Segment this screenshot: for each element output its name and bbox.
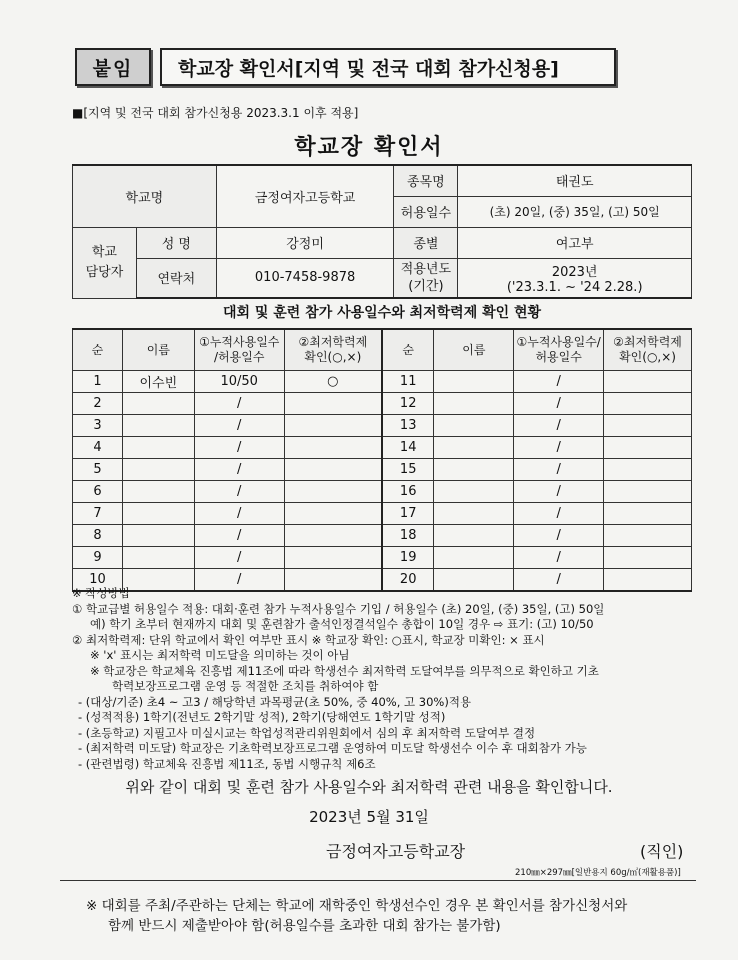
row-days: / [194, 459, 284, 481]
row-name-2 [434, 547, 514, 569]
row-no: 1 [73, 371, 123, 393]
info-table [72, 164, 692, 299]
header-name: 이름 [122, 329, 194, 371]
row-academic [284, 415, 382, 437]
row-academic [284, 481, 382, 503]
table-row [73, 437, 692, 459]
row-academic-2 [604, 547, 692, 569]
row-no-2: 11 [382, 371, 434, 393]
table-row [73, 547, 692, 569]
category-label: 종별 [394, 227, 458, 258]
footer-line: 함께 반드시 제출받아야 함(허용일수를 초과한 대회 참가는 불가함) [108, 918, 501, 934]
row-no: 8 [73, 525, 123, 547]
row-days-2: / [514, 371, 604, 393]
row-days-2: / [514, 503, 604, 525]
row-name: 이수빈 [122, 371, 194, 393]
row-name-2 [434, 503, 514, 525]
category-value: 여고부 [458, 227, 692, 258]
row-no: 10 [73, 569, 123, 592]
row-days-2: / [514, 569, 604, 592]
row-academic-2 [604, 371, 692, 393]
footer-note [86, 896, 627, 936]
row-name [122, 459, 194, 481]
principal-signature-name: 금정여자고등학교장 [326, 842, 466, 861]
row-name-2 [434, 371, 514, 393]
row-name [122, 437, 194, 459]
row-name [122, 415, 194, 437]
row-days: / [194, 547, 284, 569]
table-row [73, 415, 692, 437]
footer-line: ※ 대회를 주최/주관하는 단체는 학교에 재학중인 학생선수인 경우 본 확인서를 참가신청서와 [86, 898, 628, 914]
instructions [72, 586, 712, 772]
table-row [73, 525, 692, 547]
table-row [73, 393, 692, 415]
row-no: 5 [73, 459, 123, 481]
row-academic [284, 525, 382, 547]
row-no-2: 19 [382, 547, 434, 569]
contact-label: 연락처 [136, 258, 216, 298]
row-days: / [194, 481, 284, 503]
manager-label: 학교 담당자 [73, 227, 137, 298]
row-name-2 [434, 481, 514, 503]
row-academic [284, 503, 382, 525]
row-academic-2 [604, 503, 692, 525]
header-name-2: 이름 [434, 329, 514, 371]
row-academic-2 [604, 459, 692, 481]
row-no: 9 [73, 547, 123, 569]
header-title: 학교장 확인서[지역 및 전국 대회 참가신청용] [160, 48, 616, 86]
instruction-line: 예) 학기 초부터 현재까지 대회 및 훈련참가 출석인정결석일수 총합이 10일 경우 ⇨ 표기: (고) 10/50 [90, 617, 594, 631]
row-no-2: 17 [382, 503, 434, 525]
row-academic-2 [604, 415, 692, 437]
row-no-2: 12 [382, 393, 434, 415]
table-row [73, 459, 692, 481]
row-academic [284, 547, 382, 569]
row-days-2: / [514, 525, 604, 547]
row-no: 3 [73, 415, 123, 437]
row-no: 2 [73, 393, 123, 415]
row-academic: ○ [284, 371, 382, 393]
year-value: 2023년 [551, 264, 598, 280]
instruction-line: - (초등학교) 지필고사 미실시교는 학업성적관리위원회에서 심의 후 최저학력 도달여부 결정 [78, 725, 536, 740]
instruction-line: - (성적적용) 1학기(전년도 2학기말 성적), 2학기(당해연도 1학기말 성적) [78, 710, 446, 724]
instruction-line: ※ 학교장은 학교체육 진흥법 제11조에 따라 학생선수 최저학력 도달여부를 의무적으로 확인하고 기초 [90, 663, 599, 678]
row-academic-2 [604, 481, 692, 503]
row-name-2 [434, 415, 514, 437]
instruction-line: ① 학교급별 허용일수 적용: 대회·훈련 참가 누적사용일수 기입 / 허용일수 (초) 20일, (중) 35일, (고) 50일 [72, 601, 605, 616]
table-row [73, 481, 692, 503]
row-days: / [194, 525, 284, 547]
year-label: 적용년도 (기간) [394, 258, 458, 298]
school-label: 학교명 [73, 165, 217, 227]
instruction-line: ※ 작성방법 [72, 586, 130, 600]
paper-spec: 210㎜×297㎜[일반용지 60g/㎡(재활용품)] [515, 868, 681, 878]
header-no-2: 순 [382, 329, 434, 371]
row-name-2 [434, 459, 514, 481]
instruction-line: - (최저학력 미도달) 학교장은 기초학력보장프로그램 운영하여 미도달 학생선수 이수 후 대회참가 가능 [78, 741, 587, 755]
allowed-days-label: 허용일수 [394, 196, 458, 227]
row-name [122, 547, 194, 569]
row-name [122, 393, 194, 415]
row-academic-2 [604, 393, 692, 415]
table-row [73, 503, 692, 525]
divider [60, 880, 696, 881]
header-no: 순 [73, 329, 123, 371]
instruction-line: ※ 'x' 표시는 최저학력 미도달을 의미하는 것이 아님 [90, 648, 350, 662]
row-days: / [194, 415, 284, 437]
row-days: / [194, 569, 284, 592]
header-days-2: ①누적사용일수/ 허용일수 [514, 329, 604, 371]
school-value: 금정여자고등학교 [216, 165, 394, 227]
status-table-title: 대회 및 훈련 참가 사용일수와 최저학력제 확인 현황 [222, 305, 542, 321]
year-cell [458, 258, 692, 298]
row-name [122, 481, 194, 503]
header-days: ①누적사용일수 /허용일수 [194, 329, 284, 371]
confirmation-statement: 위와 같이 대회 및 훈련 참가 사용일수와 최저학력 관련 내용을 확인합니다. [125, 778, 613, 796]
applicability-note: ■[지역 및 전국 대회 참가신청용 2023.3.1 이후 적용] [72, 106, 359, 120]
row-days-2: / [514, 393, 604, 415]
row-no: 6 [73, 481, 123, 503]
header-academic: ②최저학력제 확인(○,×) [284, 329, 382, 371]
row-days: / [194, 393, 284, 415]
row-name-2 [434, 393, 514, 415]
row-days-2: / [514, 437, 604, 459]
row-days-2: / [514, 459, 604, 481]
row-days-2: / [514, 481, 604, 503]
row-name-2 [434, 437, 514, 459]
issue-date: 2023년 5월 31일 [309, 808, 429, 826]
row-academic-2 [604, 437, 692, 459]
row-academic-2 [604, 525, 692, 547]
row-name [122, 525, 194, 547]
allowed-days-value: (초) 20일, (중) 35일, (고) 50일 [458, 196, 692, 227]
instruction-line: ② 최저학력제: 단위 학교에서 확인 여부만 표시 ※ 학교장 확인: ○표시, 학교장 미확인: × 표시 [72, 632, 545, 647]
row-days: 10/50 [194, 371, 284, 393]
row-days-2: / [514, 547, 604, 569]
row-name [122, 503, 194, 525]
row-no-2: 13 [382, 415, 434, 437]
row-academic [284, 437, 382, 459]
row-days: / [194, 437, 284, 459]
name-label: 성 명 [136, 227, 216, 258]
year-period: ('23.3.1. ~ '24 2.28.) [506, 279, 643, 295]
contact-value: 010-7458-9878 [216, 258, 394, 298]
row-no: 7 [73, 503, 123, 525]
instruction-line: - (관련법령) 학교체육 진흥법 제11조, 동법 시행규칙 제6조 [78, 756, 376, 771]
row-academic [284, 459, 382, 481]
row-days-2: / [514, 415, 604, 437]
row-no-2: 20 [382, 569, 434, 592]
instruction-line: - (대상/기준) 초4 ~ 고3 / 해당학년 과목평균(초 50%, 중 40%, 고 30%)적용 [78, 694, 472, 709]
row-days: / [194, 503, 284, 525]
row-academic [284, 393, 382, 415]
document-title: 학교장 확인서 [294, 135, 444, 160]
event-label: 종목명 [394, 165, 458, 196]
official-seal-label: (직인) [640, 842, 684, 861]
table-row [73, 371, 692, 393]
name-value: 강정미 [216, 227, 394, 258]
row-no-2: 14 [382, 437, 434, 459]
attachment-tag: 붙임 [75, 48, 151, 86]
row-no-2: 16 [382, 481, 434, 503]
row-name-2 [434, 525, 514, 547]
event-value: 태권도 [458, 165, 692, 196]
row-no: 4 [73, 437, 123, 459]
status-table [72, 328, 692, 592]
row-no-2: 15 [382, 459, 434, 481]
header-academic-2: ②최저학력제 확인(○,×) [604, 329, 692, 371]
instruction-line: 학력보장프로그램 운영 등 적절한 조치를 취하여야 함 [112, 679, 379, 693]
row-no-2: 18 [382, 525, 434, 547]
